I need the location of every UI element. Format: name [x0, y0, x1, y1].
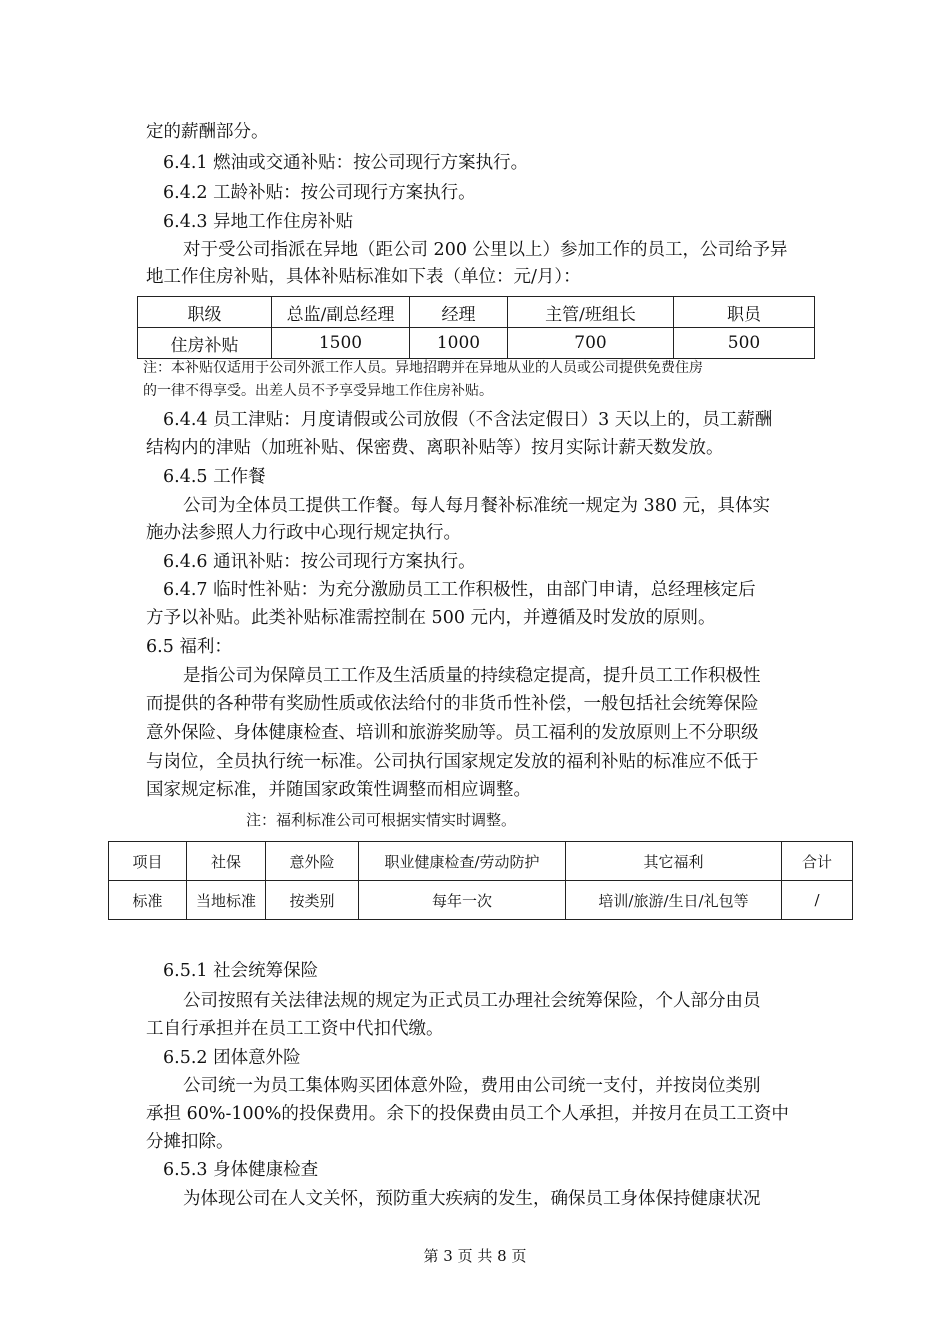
section-heading: 6.4.2 工龄补贴：按公司现行方案执行。: [163, 183, 476, 203]
housing-allowance-table: [137, 296, 815, 359]
text-line: 是指公司为保障员工工作及生活质量的持续稳定提高，提升员工工作积极性: [183, 666, 761, 686]
table-header-row: [138, 297, 815, 328]
table-header-cell: 主管/班组长: [508, 297, 674, 328]
table-cell: 住房补贴: [138, 328, 272, 359]
welfare-table: [108, 841, 853, 920]
table-header-cell: 合计: [782, 842, 853, 881]
text-line: 定的薪酬部分。: [146, 122, 269, 142]
table-cell: 700: [508, 328, 674, 359]
table-header-cell: 总监/副总经理: [272, 297, 410, 328]
table-cell: 按类别: [266, 881, 359, 920]
section-heading: 6.5.2 团体意外险: [163, 1048, 301, 1068]
text-line: 为体现公司在人文关怀，预防重大疾病的发生，确保员工身体保持健康状况: [183, 1189, 761, 1209]
section-heading: 6.4.1 燃油或交通补贴：按公司现行方案执行。: [163, 153, 529, 173]
text-line: 意外保险、身体健康检查、培训和旅游奖励等。员工福利的发放原则上不分职级: [146, 723, 759, 743]
table-note: 的一律不得享受。出差人员不予享受异地工作住房补贴。: [143, 383, 493, 399]
text-line: 公司为全体员工提供工作餐。每人每月餐补标准统一规定为 380 元，具体实: [183, 496, 771, 516]
table-header-cell: 社保: [187, 842, 266, 881]
text-line: 承担 60%-100%的投保费用。余下的投保费由员工个人承担，并按月在员工工资中: [146, 1104, 789, 1124]
text-line: 公司按照有关法律法规的规定为正式员工办理社会统筹保险，个人部分由员: [183, 991, 761, 1011]
table-cell: /: [782, 881, 853, 920]
section-heading: 6.4.6 通讯补贴：按公司现行方案执行。: [163, 552, 476, 572]
section-heading: 6.4.4 员工津贴：月度请假或公司放假（不含法定假日）3 天以上的，员工薪酬: [163, 410, 773, 430]
table-header-cell: 意外险: [266, 842, 359, 881]
text-line: 工自行承担并在员工工资中代扣代缴。: [146, 1019, 444, 1039]
table-cell: 当地标准: [187, 881, 266, 920]
table-row: [138, 328, 815, 359]
text-line: 而提供的各种带有奖励性质或依法给付的非货币性补偿，一般包括社会统筹保险: [146, 694, 759, 714]
section-heading: 6.5.3 身体健康检查: [163, 1160, 319, 1180]
text-line: 结构内的津贴（加班补贴、保密费、离职补贴等）按月实际计薪天数发放。: [146, 438, 724, 458]
table-cell: 每年一次: [359, 881, 566, 920]
table-note: 注：本补贴仅适用于公司外派工作人员。异地招聘并在异地从业的人员或公司提供免费住房: [143, 360, 703, 376]
table-header-cell: 职级: [138, 297, 272, 328]
section-heading: 6.4.7 临时性补贴：为充分激励员工工作积极性，由部门申请，总经理核定后: [163, 580, 756, 600]
table-header-cell: 经理: [410, 297, 508, 328]
text-line: 公司统一为员工集体购买团体意外险，费用由公司统一支付，并按岗位类别: [183, 1076, 761, 1096]
table-header-row: [109, 842, 853, 881]
text-line: 地工作住房补贴，具体补贴标准如下表（单位：元/月）：: [146, 267, 581, 287]
table-cell: 培训/旅游/生日/礼包等: [566, 881, 782, 920]
section-heading: 6.5.1 社会统筹保险: [163, 961, 319, 981]
section-heading: 6.4.5 工作餐: [163, 467, 266, 487]
text-line: 国家规定标准，并随国家政策性调整而相应调整。: [146, 780, 531, 800]
table-cell: 标准: [109, 881, 187, 920]
text-line: 与岗位，全员执行统一标准。公司执行国家规定发放的福利补贴的标准应不低于: [146, 752, 759, 772]
table-cell: 1000: [410, 328, 508, 359]
section-heading: 6.4.3 异地工作住房补贴: [163, 212, 354, 232]
table-row: [109, 881, 853, 920]
text-line: 对于受公司指派在异地（距公司 200 公里以上）参加工作的员工，公司给予异: [183, 240, 788, 260]
table-cell: 1500: [272, 328, 410, 359]
table-header-cell: 其它福利: [566, 842, 782, 881]
text-line: 分摊扣除。: [146, 1132, 234, 1152]
table-header-cell: 职业健康检查/劳动防护: [359, 842, 566, 881]
text-line: 方予以补贴。此类补贴标准需控制在 500 元内，并遵循及时发放的原则。: [146, 608, 716, 628]
section-heading: 6.5 福利：: [146, 637, 232, 657]
table-header-cell: 职员: [674, 297, 815, 328]
table-header-cell: 项目: [109, 842, 187, 881]
page-footer: 第 3 页 共 8 页: [423, 1247, 527, 1265]
table-cell: 500: [674, 328, 815, 359]
text-line: 施办法参照人力行政中心现行规定执行。: [146, 523, 461, 543]
table-note: 注：福利标准公司可根据实情实时调整。: [246, 811, 517, 829]
